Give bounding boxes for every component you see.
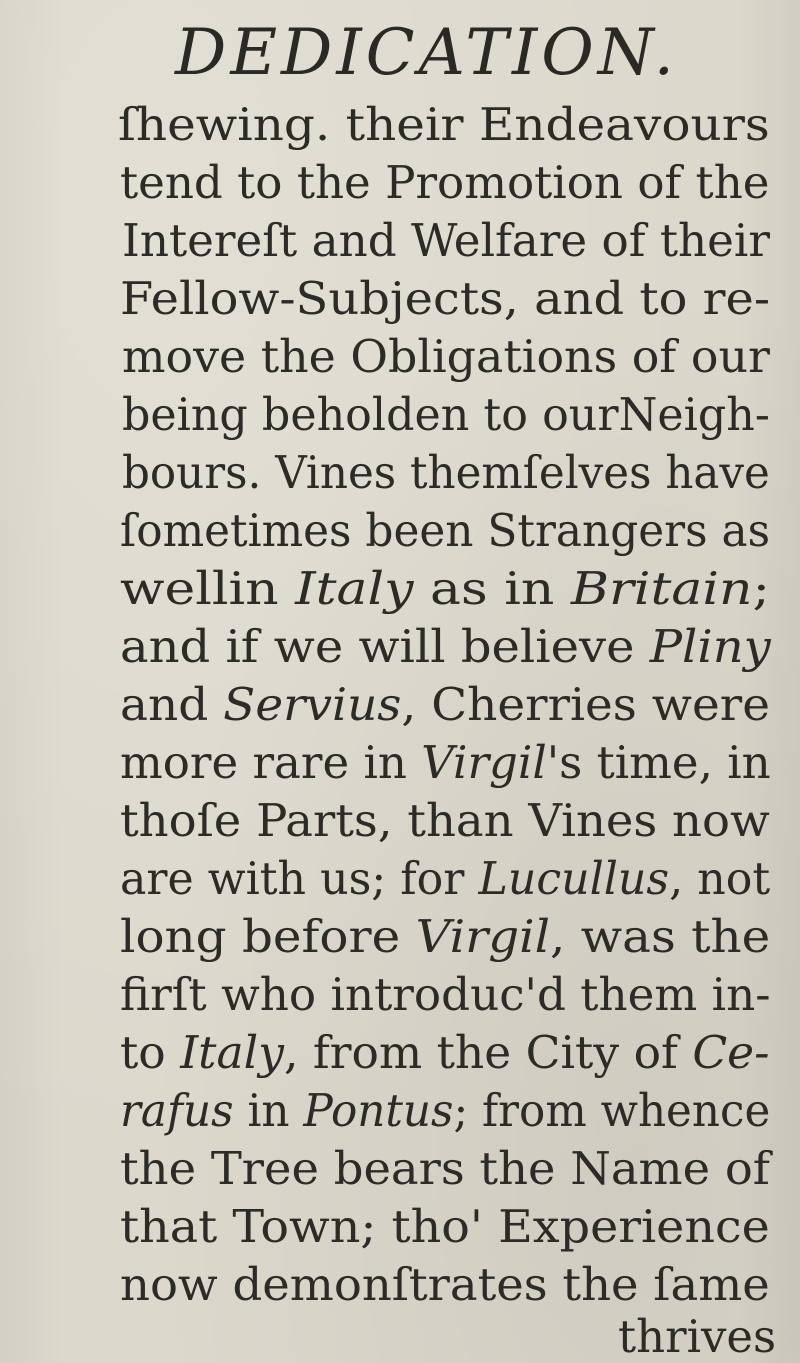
running-title: DEDICATION. <box>175 16 678 90</box>
text-line: tend to the Promotion of the <box>120 156 770 209</box>
text-line: firſt who introduc'd them in- <box>120 968 771 1021</box>
text-line: ſhewing. their Endeavours <box>118 98 770 151</box>
text-line: wellin Italy as in Britain; <box>120 562 771 615</box>
text-line: are with us; for Lucullus, not <box>120 852 771 905</box>
text-line: that Town; tho' Experience <box>120 1200 770 1253</box>
text-line: and if we will believe Pliny <box>120 620 771 673</box>
text-line: now demonſtrates the ſame <box>120 1258 770 1311</box>
text-line: Fellow-Subjects, and to re- <box>120 272 771 325</box>
text-line: long before Virgil, was the <box>120 910 771 963</box>
text-line: move the Obligations of our <box>122 330 770 383</box>
text-line: Intereſt and Welfare of their <box>122 214 770 267</box>
catchword: thrives <box>618 1310 777 1363</box>
text-line: rafus in Pontus; from whence <box>120 1084 771 1137</box>
text-line: being beholden to ourNeigh- <box>122 388 770 441</box>
text-line: to Italy, from the City of Ce- <box>120 1026 770 1079</box>
text-line: the Tree bears the Name of <box>120 1142 770 1195</box>
text-line: bours. Vines themſelves have <box>122 446 770 499</box>
text-line: thoſe Parts, than Vines now <box>120 794 770 847</box>
text-line: and Servius, Cherries were <box>120 678 770 731</box>
text-line: more rare in Virgil's time, in <box>120 736 771 789</box>
text-line: ſometimes been Strangers as <box>120 504 771 557</box>
